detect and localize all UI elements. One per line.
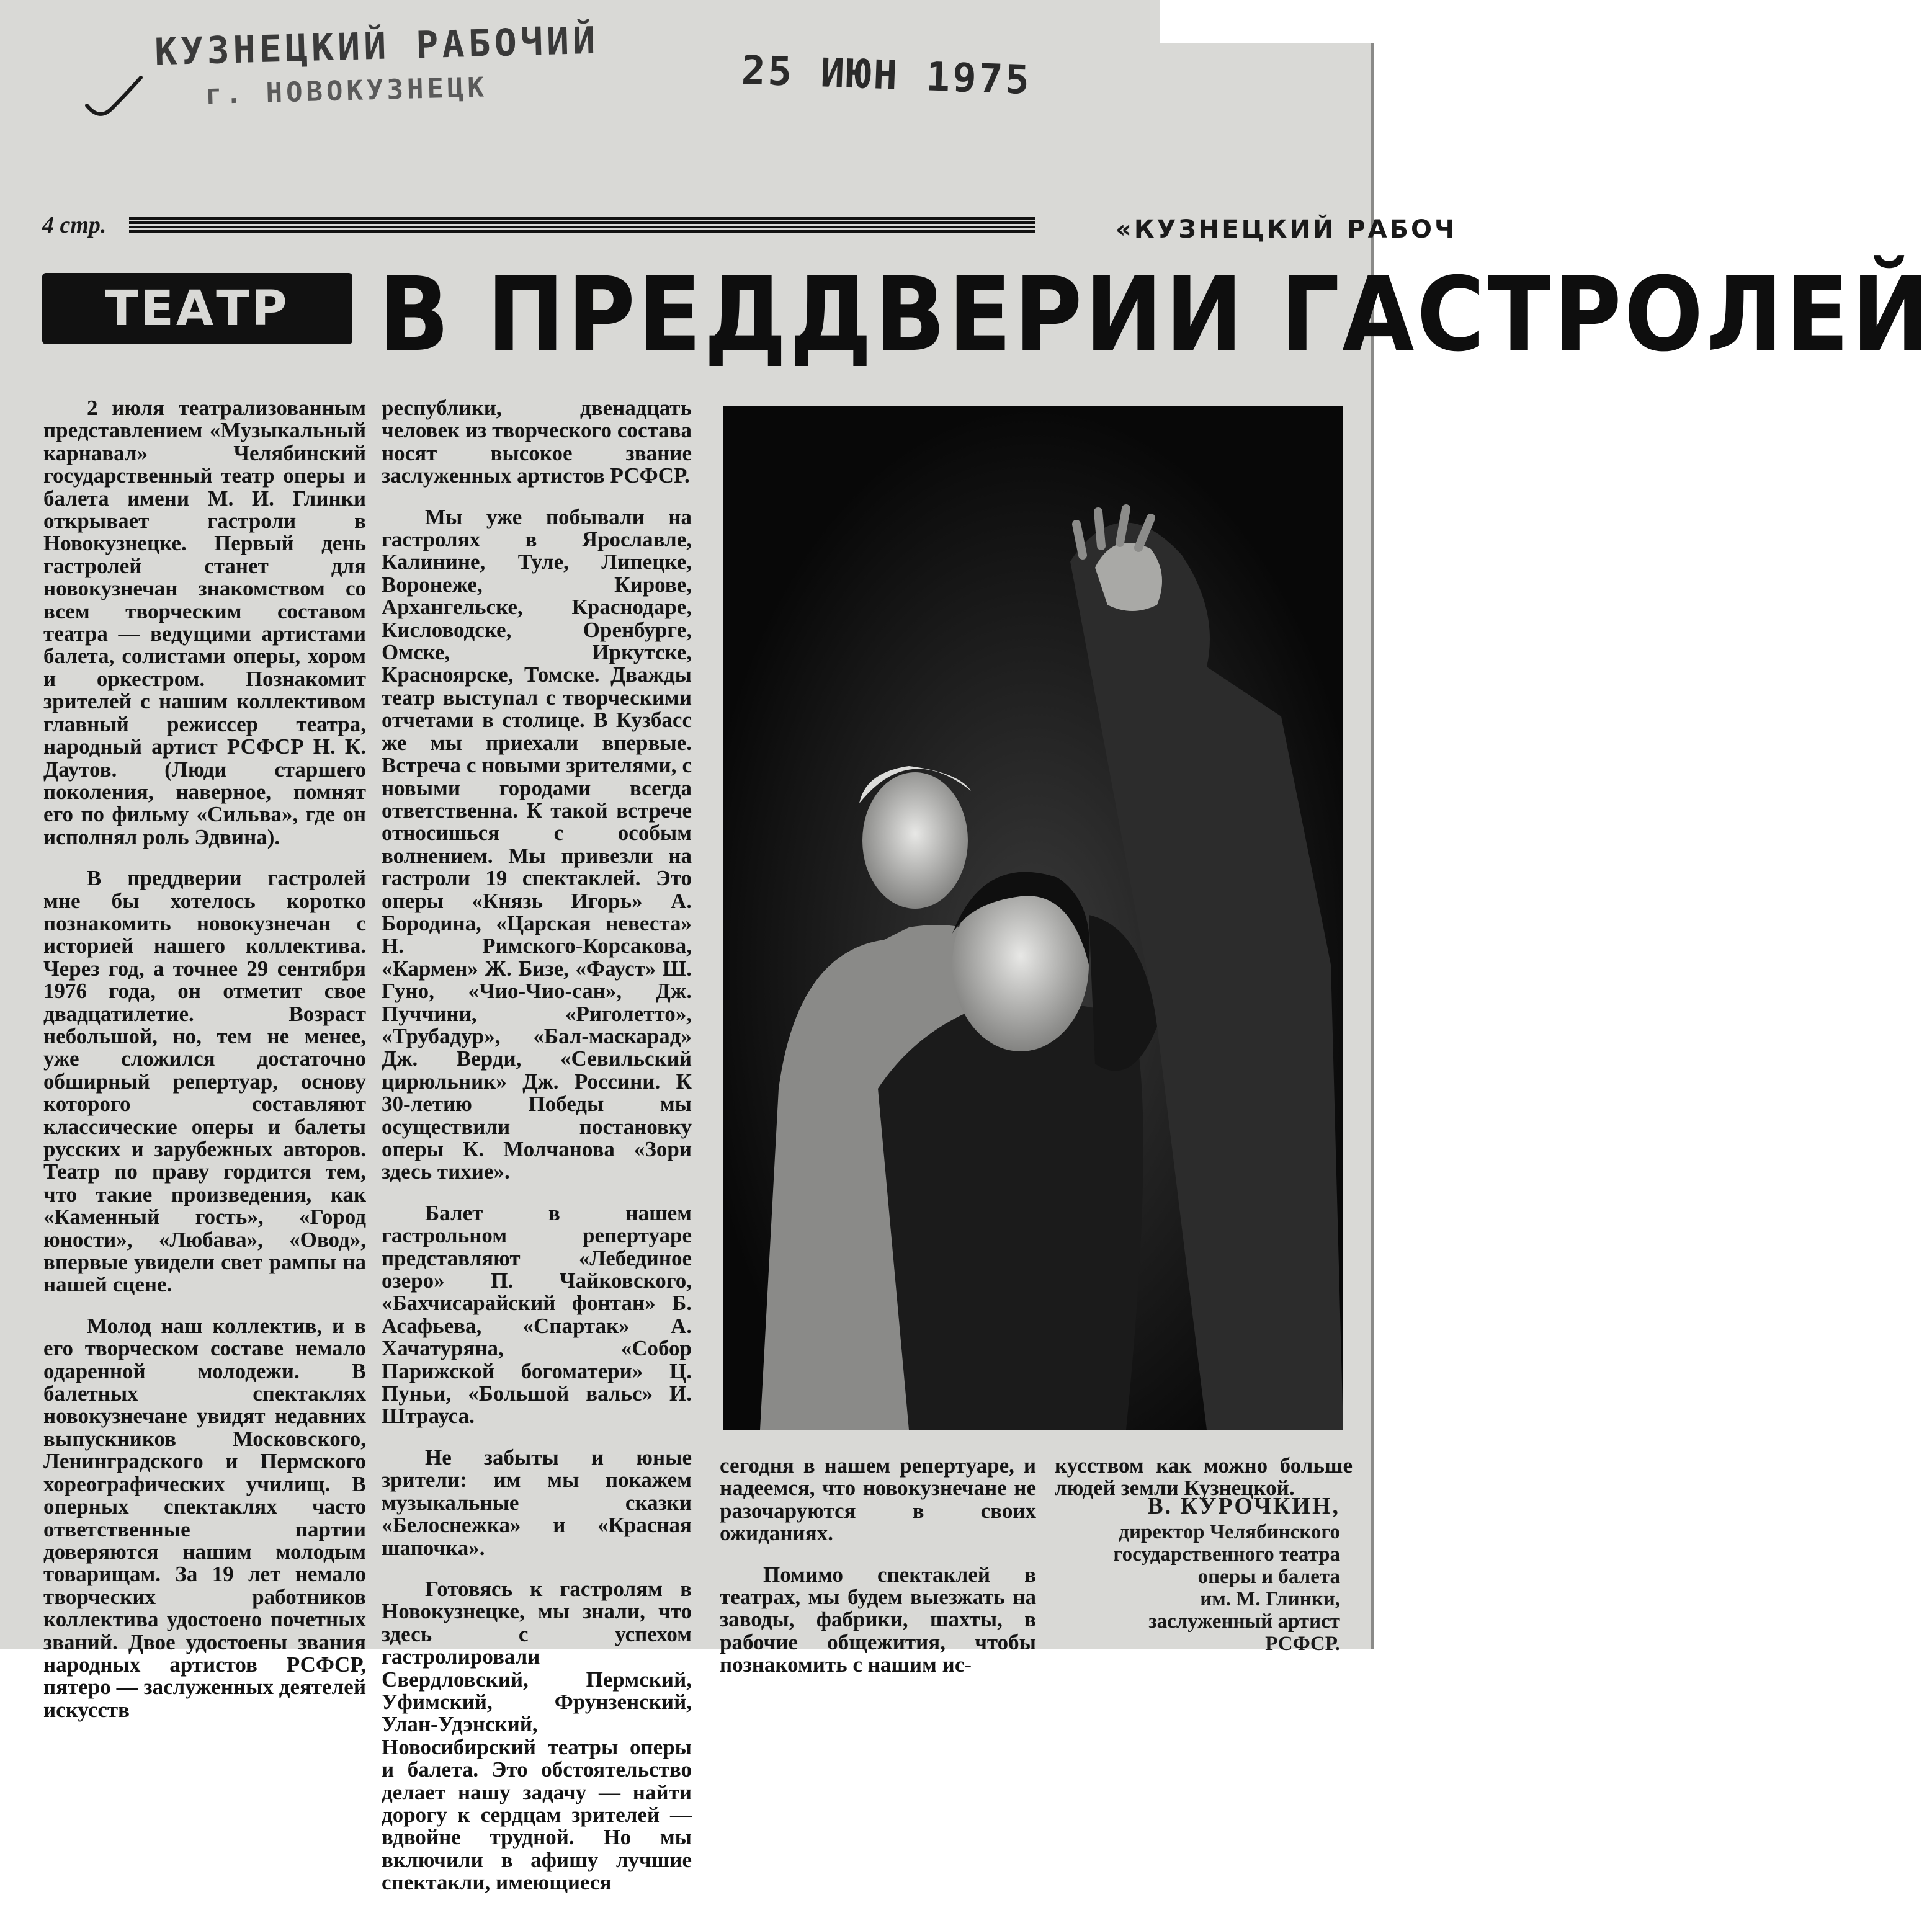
article-column-3 xyxy=(720,1455,1036,1695)
masthead: «КУЗНЕЦКИЙ РАБОЧ xyxy=(1116,215,1457,244)
article-column-1 xyxy=(43,397,366,1740)
header-rule xyxy=(129,217,1035,234)
section-rubric: ТЕАТР xyxy=(42,273,352,344)
stamp-publication: КУЗНЕЦКИЙ РАБОЧИЙ xyxy=(154,19,600,74)
author-signature xyxy=(1067,1495,1340,1655)
paragraph: Помимо спектаклей в театрах, мы будем выезжать на заводы, фабрики, шахты, в рабочие общежития, чтобы познакомить с нашим ис- xyxy=(720,1562,1036,1677)
publication-stamp xyxy=(154,19,600,112)
paragraph: Готовясь к гастролям в Новокузнецке, мы знали, что здесь с успехом гастролировали Свердловский, Пермский, Уфимский, Фрунзенский, Улан-Удэнский, Новосибирский театры оперы и балета. Это обстоятельство делает нашу задачу — найти дорогу к сердцам зрителей — вдвойне трудной. Но мы включили в афишу лучшие спектакли, имеющиеся xyxy=(382,1576,692,1895)
paragraph: Балет в нашем гастрольном репертуаре представляют «Лебединое озеро» П. Чайковского, «Бахчисарайский фонтан» Б. Асафьева, «Спартак» А. Хачатуряна, «Собор Парижской богоматери» Ц. Пуньи, «Большой вальс» И. Штрауса. xyxy=(382,1200,692,1429)
author-title: государственного театра xyxy=(1113,1543,1340,1566)
author-title: заслуженный артист xyxy=(1148,1610,1340,1633)
page-header xyxy=(42,208,1457,245)
paragraph: В преддверии гастролей мне бы хотелось коротко познакомить новокузнечан с историей нашего коллектива. Через год, а точнее 29 сентября 1976 года, он отметит свое двадцатилетие. Возраст небольшой, но, тем не менее, уже сложился достаточно обширный репертуар, основу которого составляют классические оперы и балеты русских и зарубежных авторов. Театр по праву гордится тем, что такие произведения, как «Каменный гость», «Город юности», «Любава», «Овод», впервые увидели свет рампы на нашей сцене. xyxy=(43,866,366,1297)
paragraph: республики, двенадцать человек из творческого состава носят высокое звание заслуженных артистов РСФСР. xyxy=(382,396,692,488)
paragraph: сегодня в нашем репертуаре, и надеемся, что новокузнечане не разочаруются в своих ожиданиях. xyxy=(720,1453,1036,1546)
paragraph: кусством как можно больше людей земли Кузнецкой. xyxy=(1055,1453,1353,1501)
article-column-2 xyxy=(382,397,692,1913)
author-title: им. М. Глинки, xyxy=(1200,1588,1340,1610)
paragraph: Молод наш коллектив, и в его творческом составе немало одаренной молодежи. В балетных спектаклях новокузнечане увидят недавних выпускников Московского, Ленинградского и Пермского хореографических училищ. В оперных спектаклях часто ответственные партии доверяются нашим молодым товарищам. За 19 лет немало творческих работников коллектива удостоено почетных званий. Двое удостоены звания народных артистов РСФСР, пятеро — заслуженных деятелей искусств xyxy=(43,1313,366,1722)
ballet-photo xyxy=(723,406,1343,1430)
paragraph: 2 июля театрализованным представлением «Музыкальный карнавал» Челябинский государственный театр оперы и балета имени М. И. Глинки открывает гастроли в Новокузнецке. Первый день гастролей станет для новокузнечан знакомством со всем творческим составом театра — ведущими артистами балета, солистами оперы, хором и оркестром. Познакомит зрителей с нашим коллективом главный режиссер театра, народный артист РСФСР Н. К. Даутов. (Люди старшего поколения, наверное, помнят его по фильму «Сильва», где он исполнял роль Эдвина). xyxy=(43,396,366,849)
paragraph: Мы уже побывали на гастролях в Ярославле, Калинине, Туле, Липецке, Воронеже, Кирове, Архангельске, Краснодаре, Кисловодске, Оренбурге, Омске, Иркутске, Красноярске, Томске. Дважды театр выступал с творческими отчетами в столице. В Кузбасс же мы приехали впервые. Встреча с новыми зрителями, с новыми городами всегда ответственна. К такой встрече относишься с особым волнением. Мы привезли на гастроли 19 спектаклей. Это оперы «Князь Игорь» А. Бородина, «Царская невеста» Н. Римского-Корсакова, «Кармен» Ж. Бизе, «Фауст» Ш. Гуно, «Чио-Чио-сан», Дж. Пуччини, «Риголетто», «Трубадур», «Бал-маскарад» Дж. Верди, «Севильский цирюльник» Дж. Россини. К 30-летию Победы мы осуществили постановку оперы К. Молчанова «Зори здесь тихие». xyxy=(382,504,692,1184)
checkmark-icon xyxy=(84,74,143,118)
article-headline: В ПРЕДДВЕРИИ ГАСТРОЛЕЙ xyxy=(378,256,1932,375)
author-title: оперы и балета xyxy=(1197,1566,1340,1588)
date-stamp: 25 ИЮН 1975 xyxy=(740,47,1032,104)
author-title: РСФСР. xyxy=(1265,1633,1340,1655)
stamp-city: г. НОВОКУЗНЕЦК xyxy=(205,71,488,111)
paper-edge xyxy=(1160,0,1374,43)
author-title: директор Челябинского xyxy=(1119,1521,1340,1543)
paragraph: Не забыты и юные зрители: им мы покажем музыкальные сказки «Белоснежка» и «Красная шапочка». xyxy=(382,1445,692,1560)
page-number: 4 стр. xyxy=(42,212,107,238)
author-name: В. КУРОЧКИН, xyxy=(1147,1493,1340,1519)
photo-illustration xyxy=(723,406,1343,1430)
